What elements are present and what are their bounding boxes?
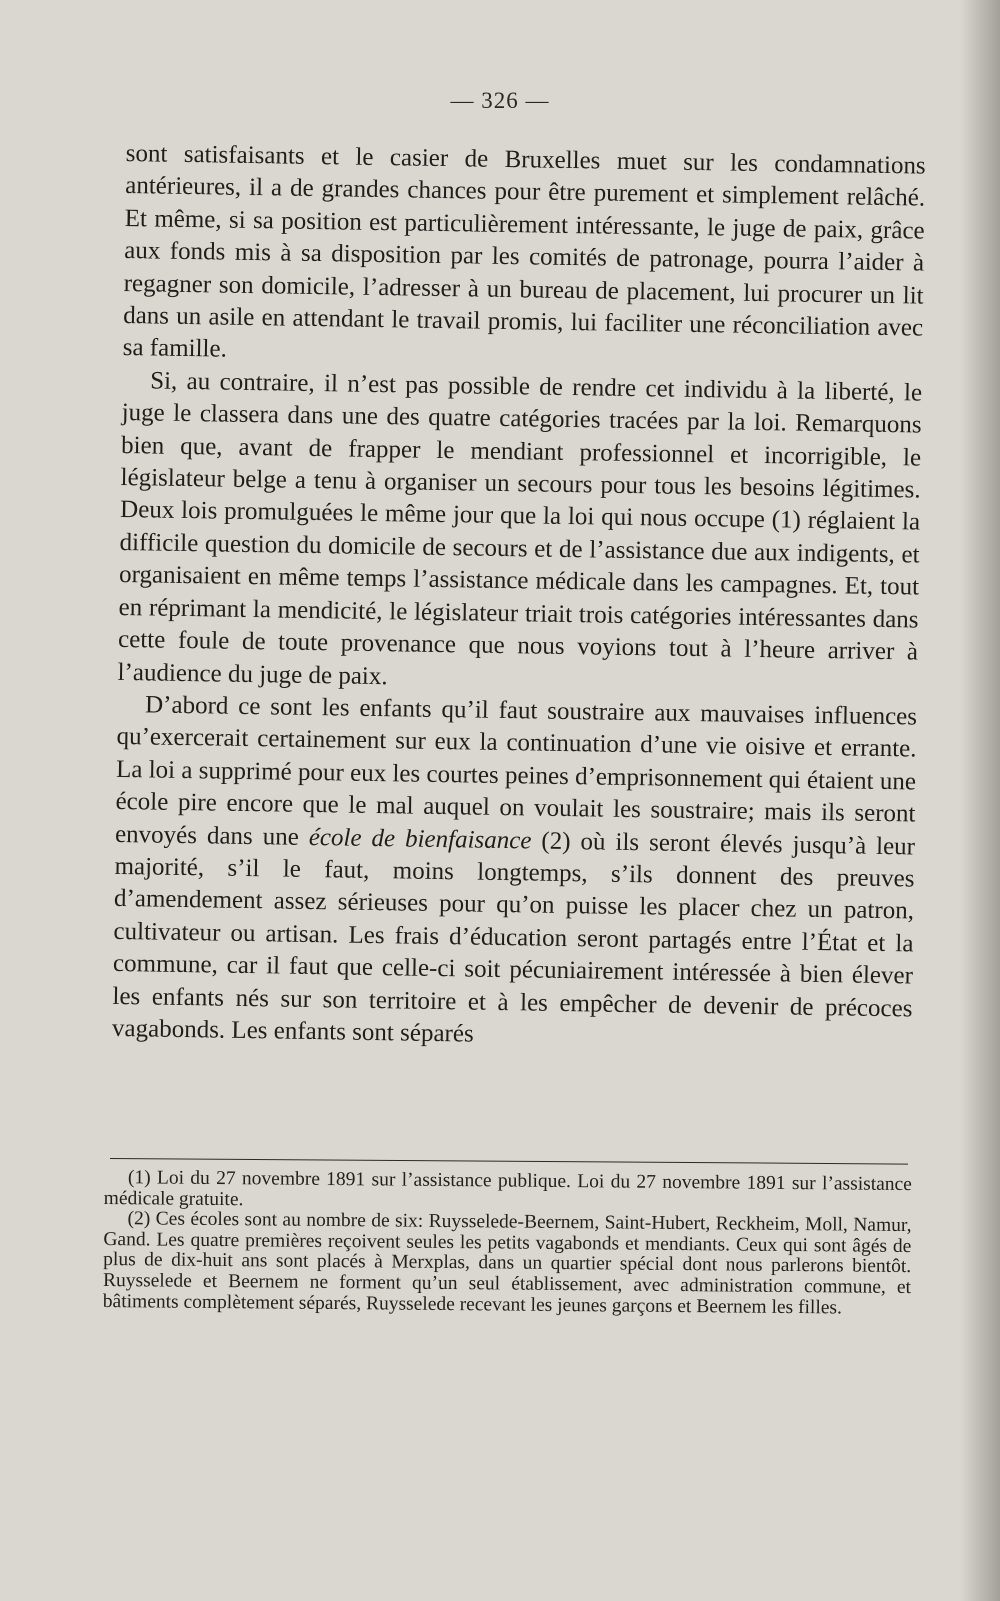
paragraph-3 (112, 689, 918, 1058)
italic-term: école de bienfaisance (308, 823, 532, 854)
page-number: — 326 — (450, 88, 550, 113)
footnote-2: (2) Ces écoles sont au nombre de six: Ruysselede-Beernem, Saint-Hubert, Reckheim, Moll, Namur, Gand. Les quatre premières reçoivent seules les petits vagabonds et mendiants. Ceux qui sont âgés de plus de dix-huit ans sont placés à Merxplas, dans un quartier spécial dont nous parlerons bientôt. Ruysselede et Beernem ne forment qu’un seul établissement, avec administration commune, et bâtiments complètement séparés, Ruysselede recevant les jeunes garçons et Beernem les filles. (102, 1208, 912, 1319)
paragraph-3-start: D’abord ce sont les enfants qu’il faut soustraire aux mauvaises influences qu’exercerait certainement sur eux la continuation d’une vie oisive et errante. La loi a supprimé pour eux les courtes peines d’emprisonnement qui étaient une école pire encore que le mal auquel on voulait les soustraire; mais ils seront envoyés dans une (114, 691, 918, 851)
footnote-divider (110, 1158, 908, 1165)
footnotes (103, 1168, 912, 1319)
paragraph-1: sont satisfaisants et le casier de Bruxelles muet sur les condamnations antérieures, il a de grandes chances pour être purement et simplement relâché. Et même, si sa position est particulièrement intéressante, le juge de paix, grâce aux fonds mis à sa disposition par les comités de patronage, pourra l’aider à regagner son domicile, l’adresser à un bureau de placement, lui procurer un lit dans un asile en attendant le travail promis, lui faciliter une réconciliation avec sa famille. (122, 139, 926, 364)
paragraph-3-end: (2) où ils seront élevés jusqu’à leur majorité, s’il le faut, moins longtemps, s’ils donnent des preuves d’amendement assez sérieuses pour qu’on puisse les placer chez un patron, cultivateur ou artisan. Les frais d’éducation seront partagés entre l’État et la commune, car il faut que celle-ci soit pécuniairement intéressée à bien élever les enfants nés sur son territoire et à les empêcher de devenir de précoces vagabonds. Les enfants sont séparés (111, 827, 916, 1048)
footnote-1: (1) Loi du 27 novembre 1891 sur l’assistance publique. Loi du 27 novembre 1891 sur l’assistance médicale gratuite. (103, 1167, 912, 1210)
main-text (112, 138, 926, 1058)
paragraph-2: Si, au contraire, il n’est pas possible de rendre cet individu à la liberté, le juge le classera dans une des quatre catégories tracées par la loi. Remarquons bien que, avant de frapper le mendiant professionnel et incorrigible, le législateur belge a tenu à organiser un secours pour tous les besoins légitimes. Deux lois promulguées le même jour que la loi qui nous occupe (1) réglaient la difficile question du domicile de secours et de l’assistance due aux indigents, et organisaient en même temps l’assistance médicale dans les campagnes. Et, tout en réprimant la mendicité, le législateur triait trois catégories intéressantes dans cette foule de toute provenance que nous voyions tout à l’heure arriver à l’audience du juge de paix. (117, 367, 923, 690)
